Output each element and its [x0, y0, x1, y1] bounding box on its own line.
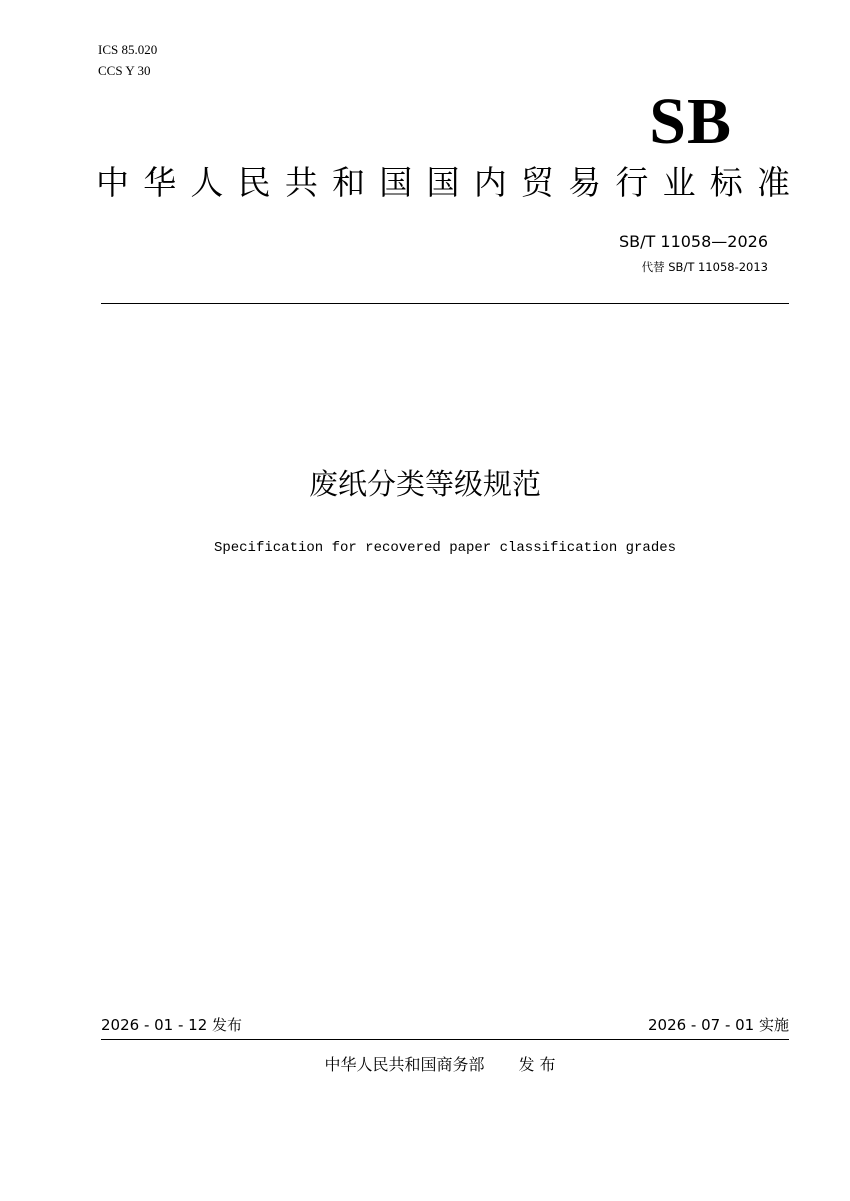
issuer-name: 中华人民共和国商务部: [324, 1055, 485, 1074]
standard-number: SB/T 11058—2026: [619, 232, 768, 251]
ccs-code: CCS Y 30: [98, 63, 151, 78]
issuer-line: [0, 1054, 850, 1076]
document-title-chinese: 废纸分类等级规范: [308, 467, 541, 501]
implementation-date: 2026 - 07 - 01 实施: [647, 1016, 789, 1034]
document-title-english: Specification for recovered paper classification grades: [213, 540, 677, 556]
top-divider: [101, 303, 789, 304]
standard-logo: SB: [649, 85, 732, 158]
issuer-action: 发 布: [518, 1055, 556, 1074]
standard-category-title: 中 华 人 民 共 和 国 国 内 贸 易 行 业 标 准: [96, 163, 790, 202]
bottom-divider: [101, 1039, 789, 1040]
ics-code: ICS 85.020: [98, 42, 158, 57]
issue-date: 2026 - 01 - 12 发布: [101, 1016, 243, 1034]
replaces-standard: 代替 SB/T 11058-2013: [641, 260, 768, 274]
